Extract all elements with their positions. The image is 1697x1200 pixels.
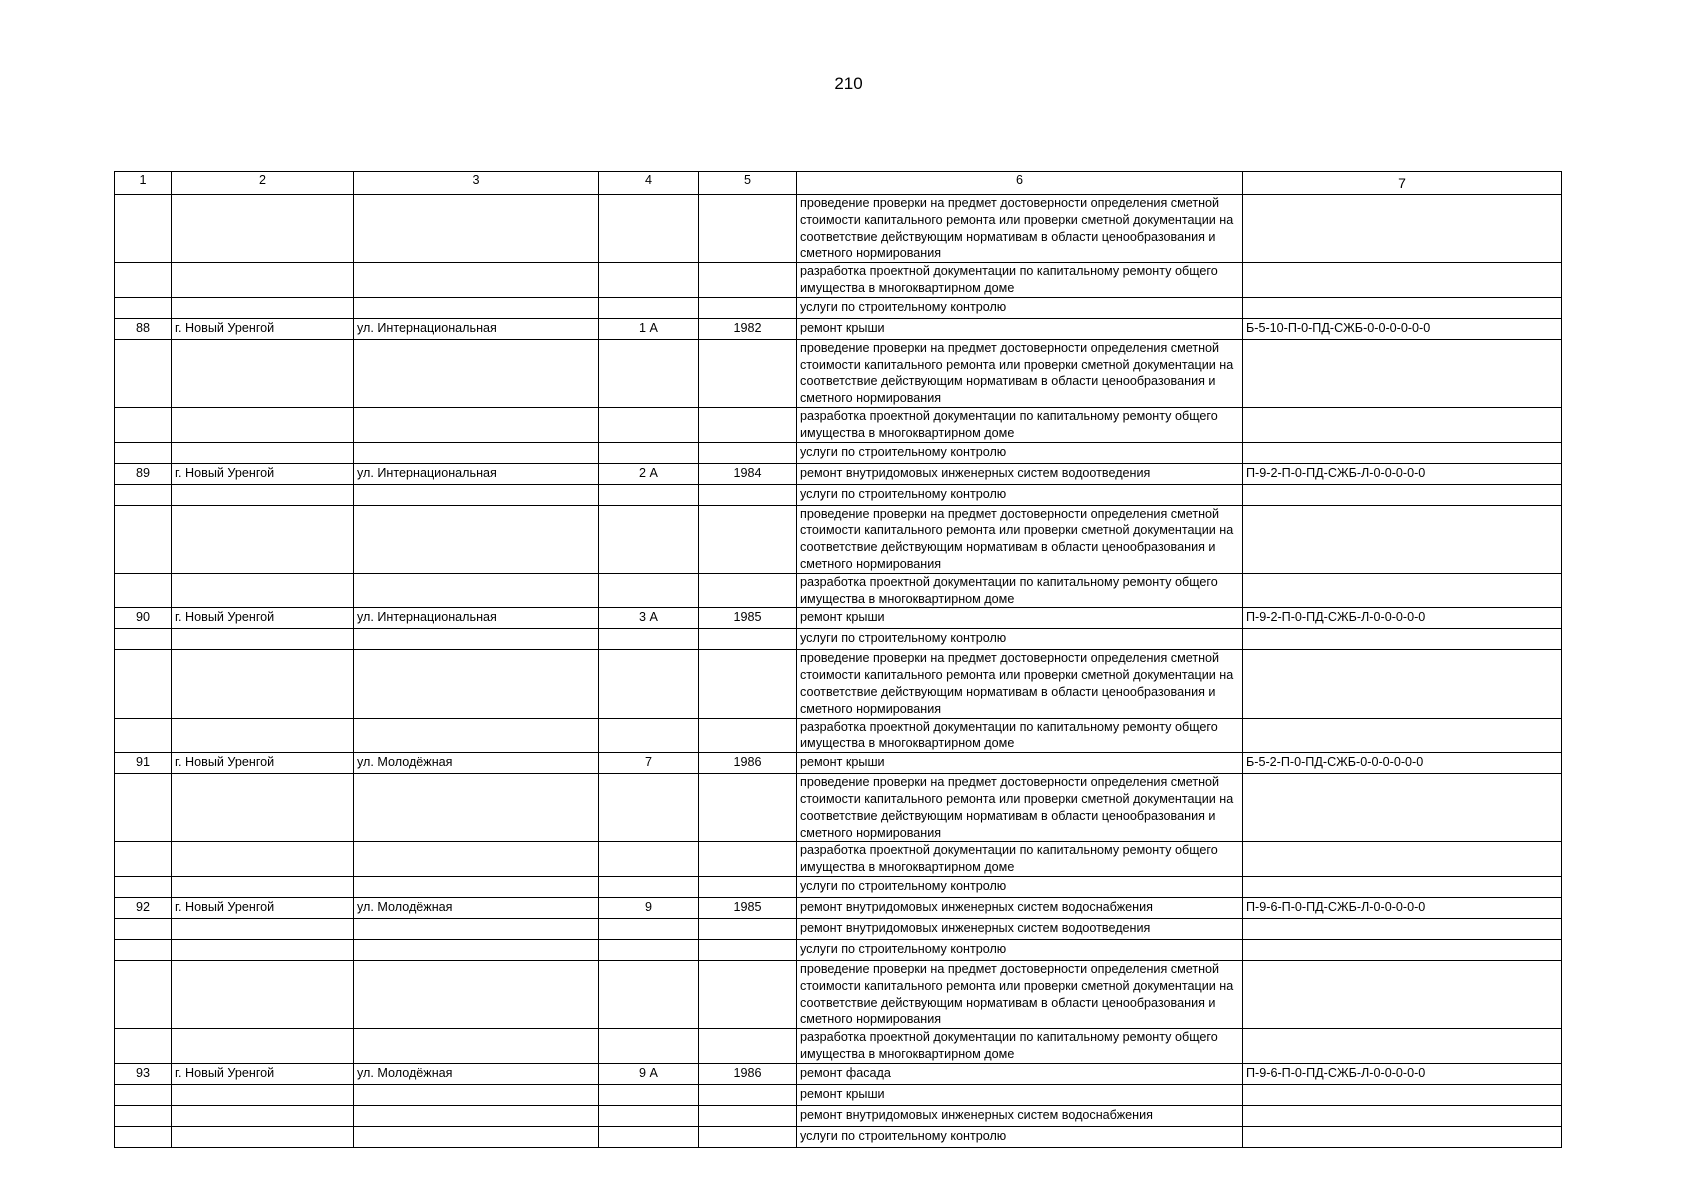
table-row (115, 918, 1562, 939)
table-row (115, 195, 1562, 263)
row-work-type: ремонт внутридомовых инженерных систем водоснабжения (797, 897, 1243, 918)
row-street (354, 629, 599, 650)
row-building-code (1243, 629, 1562, 650)
row-building-code: П-9-6-П-0-ПД-СЖБ-Л-0-0-0-0-0 (1243, 1063, 1562, 1084)
row-street (354, 407, 599, 442)
row-city (172, 629, 354, 650)
capital-repair-table (114, 171, 1562, 1148)
row-work-type: ремонт крыши (797, 608, 1243, 629)
row-building-code (1243, 195, 1562, 263)
row-number: 88 (115, 318, 172, 339)
row-number (115, 939, 172, 960)
row-building-code (1243, 918, 1562, 939)
row-building-code (1243, 1105, 1562, 1126)
row-house (599, 718, 699, 753)
row-house (599, 1029, 699, 1064)
row-work-type: проведение проверки на предмет достоверности определения сметной стоимости капитального ремонта или проверки сметной документации на соответствие действующим нормативам в области ценообразования и сметного нормирования (797, 774, 1243, 842)
row-number (115, 1126, 172, 1147)
row-house (599, 442, 699, 463)
row-house: 7 (599, 753, 699, 774)
row-number (115, 407, 172, 442)
row-house (599, 407, 699, 442)
row-house (599, 960, 699, 1028)
table-body (115, 172, 1562, 1148)
row-street (354, 960, 599, 1028)
row-work-type: услуги по строительному контролю (797, 484, 1243, 505)
row-street (354, 442, 599, 463)
row-building-code (1243, 718, 1562, 753)
row-year (699, 195, 797, 263)
row-house (599, 573, 699, 608)
table-row (115, 263, 1562, 298)
row-work-type: разработка проектной документации по капитальному ремонту общего имущества в многоквартирном доме (797, 263, 1243, 298)
table-row (115, 960, 1562, 1028)
row-year (699, 918, 797, 939)
row-work-type: разработка проектной документации по капитальному ремонту общего имущества в многоквартирном доме (797, 718, 1243, 753)
row-work-type: проведение проверки на предмет достоверности определения сметной стоимости капитального ремонта или проверки сметной документации на соответствие действующим нормативам в области ценообразования и сметного нормирования (797, 505, 1243, 573)
header-col-3: 3 (354, 172, 599, 195)
row-house (599, 505, 699, 573)
row-number (115, 774, 172, 842)
table-row (115, 318, 1562, 339)
row-street (354, 842, 599, 877)
row-number (115, 505, 172, 573)
table-row (115, 1084, 1562, 1105)
header-row (115, 172, 1562, 195)
row-number: 90 (115, 608, 172, 629)
row-street (354, 1126, 599, 1147)
row-number (115, 484, 172, 505)
row-street (354, 484, 599, 505)
row-building-code: Б-5-10-П-0-ПД-СЖБ-0-0-0-0-0-0 (1243, 318, 1562, 339)
row-building-code: П-9-2-П-0-ПД-СЖБ-Л-0-0-0-0-0 (1243, 608, 1562, 629)
row-year (699, 297, 797, 318)
row-city (172, 484, 354, 505)
row-work-type: услуги по строительному контролю (797, 629, 1243, 650)
row-house (599, 1105, 699, 1126)
row-city (172, 505, 354, 573)
row-street (354, 918, 599, 939)
row-number (115, 918, 172, 939)
table-row (115, 753, 1562, 774)
row-year (699, 1126, 797, 1147)
row-street (354, 774, 599, 842)
table-row (115, 718, 1562, 753)
row-street (354, 505, 599, 573)
table-row (115, 1029, 1562, 1064)
row-building-code (1243, 263, 1562, 298)
row-number (115, 339, 172, 407)
page-number: 210 (834, 74, 863, 93)
row-number: 91 (115, 753, 172, 774)
row-year: 1984 (699, 463, 797, 484)
row-year: 1986 (699, 753, 797, 774)
row-house (599, 774, 699, 842)
row-city (172, 1105, 354, 1126)
row-building-code: Б-5-2-П-0-ПД-СЖБ-0-0-0-0-0-0 (1243, 753, 1562, 774)
row-city (172, 939, 354, 960)
row-house: 3 А (599, 608, 699, 629)
row-year (699, 650, 797, 718)
row-building-code: П-9-2-П-0-ПД-СЖБ-Л-0-0-0-0-0 (1243, 463, 1562, 484)
row-house (599, 629, 699, 650)
row-street (354, 939, 599, 960)
row-work-type: услуги по строительному контролю (797, 939, 1243, 960)
row-building-code (1243, 939, 1562, 960)
row-house (599, 297, 699, 318)
row-street: ул. Молодёжная (354, 1063, 599, 1084)
row-work-type: ремонт крыши (797, 318, 1243, 339)
row-house: 9 (599, 897, 699, 918)
row-year: 1985 (699, 608, 797, 629)
table-row (115, 339, 1562, 407)
table-row (115, 939, 1562, 960)
row-street (354, 297, 599, 318)
row-year (699, 842, 797, 877)
row-house: 9 А (599, 1063, 699, 1084)
table-row (115, 1105, 1562, 1126)
row-house (599, 918, 699, 939)
table-row (115, 774, 1562, 842)
row-city: г. Новый Уренгой (172, 608, 354, 629)
row-street (354, 1084, 599, 1105)
row-building-code (1243, 1084, 1562, 1105)
table-row (115, 463, 1562, 484)
row-city (172, 1084, 354, 1105)
row-city (172, 297, 354, 318)
row-year (699, 505, 797, 573)
row-year (699, 442, 797, 463)
row-street: ул. Интернациональная (354, 318, 599, 339)
row-number (115, 960, 172, 1028)
table-row (115, 629, 1562, 650)
row-house (599, 650, 699, 718)
row-work-type: разработка проектной документации по капитальному ремонту общего имущества в многоквартирном доме (797, 842, 1243, 877)
row-year (699, 407, 797, 442)
row-street: ул. Молодёжная (354, 753, 599, 774)
row-street: ул. Молодёжная (354, 897, 599, 918)
table-row (115, 505, 1562, 573)
row-city: г. Новый Уренгой (172, 753, 354, 774)
row-city (172, 960, 354, 1028)
row-building-code (1243, 876, 1562, 897)
row-year (699, 263, 797, 298)
row-house (599, 876, 699, 897)
row-house (599, 195, 699, 263)
row-city (172, 263, 354, 298)
row-year (699, 484, 797, 505)
row-year (699, 1105, 797, 1126)
row-city: г. Новый Уренгой (172, 1063, 354, 1084)
row-city (172, 918, 354, 939)
row-work-type: услуги по строительному контролю (797, 1126, 1243, 1147)
row-city (172, 407, 354, 442)
row-street: ул. Интернациональная (354, 463, 599, 484)
table-row (115, 1126, 1562, 1147)
row-number (115, 876, 172, 897)
header-col-6: 6 (797, 172, 1243, 195)
row-city (172, 1126, 354, 1147)
row-work-type: разработка проектной документации по капитальному ремонту общего имущества в многоквартирном доме (797, 407, 1243, 442)
row-number (115, 718, 172, 753)
row-city (172, 195, 354, 263)
row-work-type: ремонт фасада (797, 1063, 1243, 1084)
row-house: 1 А (599, 318, 699, 339)
table-row (115, 484, 1562, 505)
row-number (115, 297, 172, 318)
row-house (599, 263, 699, 298)
header-col-4: 4 (599, 172, 699, 195)
row-work-type: услуги по строительному контролю (797, 442, 1243, 463)
row-year (699, 876, 797, 897)
row-number: 92 (115, 897, 172, 918)
row-street (354, 650, 599, 718)
row-work-type: ремонт внутридомовых инженерных систем водоснабжения (797, 1105, 1243, 1126)
row-work-type: ремонт крыши (797, 1084, 1243, 1105)
row-city (172, 842, 354, 877)
row-house (599, 339, 699, 407)
row-work-type: проведение проверки на предмет достоверности определения сметной стоимости капитального ремонта или проверки сметной документации на соответствие действующим нормативам в области ценообразования и сметного нормирования (797, 195, 1243, 263)
row-street (354, 573, 599, 608)
table-row (115, 876, 1562, 897)
row-city (172, 774, 354, 842)
row-year (699, 774, 797, 842)
row-house (599, 1126, 699, 1147)
row-work-type: проведение проверки на предмет достоверности определения сметной стоимости капитального ремонта или проверки сметной документации на соответствие действующим нормативам в области ценообразования и сметного нормирования (797, 339, 1243, 407)
row-work-type: разработка проектной документации по капитальному ремонту общего имущества в многоквартирном доме (797, 573, 1243, 608)
row-year (699, 718, 797, 753)
table-row (115, 442, 1562, 463)
row-year (699, 1084, 797, 1105)
row-year (699, 629, 797, 650)
row-number (115, 629, 172, 650)
table-row (115, 650, 1562, 718)
header-col-1: 1 (115, 172, 172, 195)
row-building-code: П-9-6-П-0-ПД-СЖБ-Л-0-0-0-0-0 (1243, 897, 1562, 918)
row-city (172, 1029, 354, 1064)
row-year (699, 573, 797, 608)
row-number (115, 1084, 172, 1105)
row-number (115, 1029, 172, 1064)
row-year (699, 339, 797, 407)
row-year (699, 1029, 797, 1064)
table-row (115, 573, 1562, 608)
row-street: ул. Интернациональная (354, 608, 599, 629)
row-number: 93 (115, 1063, 172, 1084)
row-building-code (1243, 484, 1562, 505)
table-row (115, 1063, 1562, 1084)
row-house (599, 484, 699, 505)
row-work-type: разработка проектной документации по капитальному ремонту общего имущества в многоквартирном доме (797, 1029, 1243, 1064)
row-number (115, 263, 172, 298)
row-number (115, 1105, 172, 1126)
row-city: г. Новый Уренгой (172, 897, 354, 918)
row-house: 2 А (599, 463, 699, 484)
row-building-code (1243, 774, 1562, 842)
row-work-type: ремонт внутридомовых инженерных систем водоотведения (797, 463, 1243, 484)
row-city: г. Новый Уренгой (172, 463, 354, 484)
row-number (115, 442, 172, 463)
row-building-code (1243, 960, 1562, 1028)
row-building-code (1243, 297, 1562, 318)
row-building-code (1243, 573, 1562, 608)
row-city (172, 573, 354, 608)
row-street (354, 1105, 599, 1126)
row-year (699, 960, 797, 1028)
row-work-type: проведение проверки на предмет достоверности определения сметной стоимости капитального ремонта или проверки сметной документации на соответствие действующим нормативам в области ценообразования и сметного нормирования (797, 960, 1243, 1028)
row-house (599, 842, 699, 877)
row-city (172, 442, 354, 463)
row-number: 89 (115, 463, 172, 484)
row-number (115, 650, 172, 718)
row-house (599, 1084, 699, 1105)
row-street (354, 263, 599, 298)
table-row (115, 608, 1562, 629)
row-building-code (1243, 407, 1562, 442)
row-building-code (1243, 650, 1562, 718)
row-number (115, 842, 172, 877)
row-city (172, 876, 354, 897)
row-city (172, 339, 354, 407)
row-street (354, 718, 599, 753)
table-row (115, 897, 1562, 918)
row-building-code (1243, 505, 1562, 573)
row-building-code (1243, 1126, 1562, 1147)
row-work-type: ремонт крыши (797, 753, 1243, 774)
row-work-type: проведение проверки на предмет достоверности определения сметной стоимости капитального ремонта или проверки сметной документации на соответствие действующим нормативам в области ценообразования и сметного нормирования (797, 650, 1243, 718)
table-row (115, 407, 1562, 442)
header-col-7: 7 (1243, 172, 1562, 195)
row-work-type: услуги по строительному контролю (797, 876, 1243, 897)
row-building-code (1243, 339, 1562, 407)
row-city: г. Новый Уренгой (172, 318, 354, 339)
row-work-type: ремонт внутридомовых инженерных систем водоотведения (797, 918, 1243, 939)
row-street (354, 876, 599, 897)
row-street (354, 1029, 599, 1064)
row-number (115, 195, 172, 263)
row-year: 1985 (699, 897, 797, 918)
row-year: 1982 (699, 318, 797, 339)
row-building-code (1243, 1029, 1562, 1064)
row-house (599, 939, 699, 960)
row-city (172, 650, 354, 718)
table-row (115, 842, 1562, 877)
row-building-code (1243, 442, 1562, 463)
row-number (115, 573, 172, 608)
table-row (115, 297, 1562, 318)
row-street (354, 195, 599, 263)
row-year (699, 939, 797, 960)
header-col-2: 2 (172, 172, 354, 195)
row-work-type: услуги по строительному контролю (797, 297, 1243, 318)
row-building-code (1243, 842, 1562, 877)
row-city (172, 718, 354, 753)
header-col-5: 5 (699, 172, 797, 195)
row-year: 1986 (699, 1063, 797, 1084)
row-street (354, 339, 599, 407)
